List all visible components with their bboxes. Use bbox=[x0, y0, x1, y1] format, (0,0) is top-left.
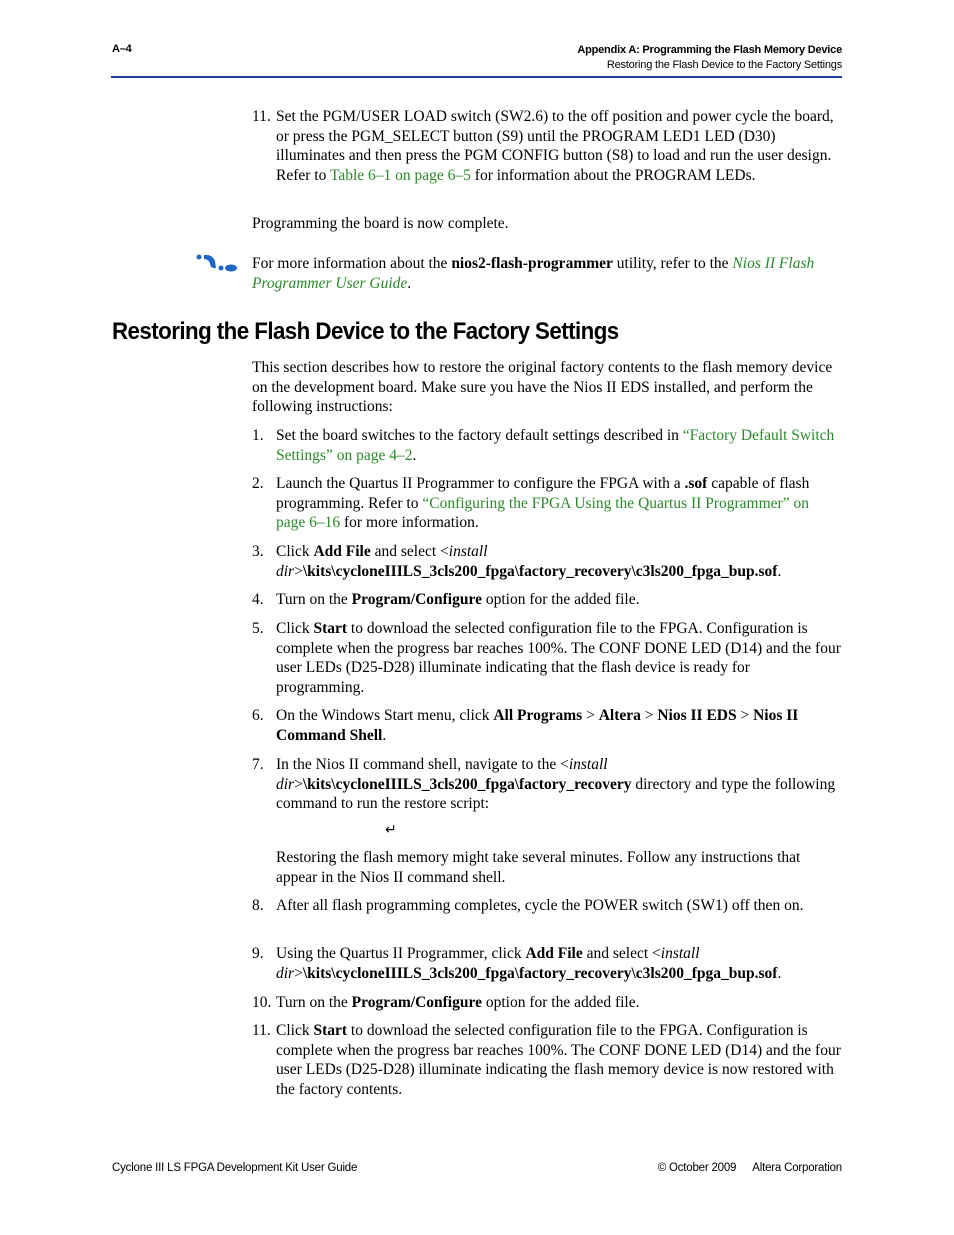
step-number: 11. bbox=[252, 108, 271, 125]
step-text: Set the PGM/USER LOAD switch (SW2.6) to the off position and power cycle the board, or press the PGM_SELECT button (S9) until the PROGRAM LED1 LED (D30) illuminates and then press the PGM CONFIG button (S8) to load and run the user design. Refer to Table 6–1 on page 6–5 for information about the PROGRAM LEDs. bbox=[276, 108, 834, 184]
switch-settings-link[interactable]: “Factory Default Switch Settings” on page 4–2 bbox=[276, 427, 835, 464]
header-rule bbox=[111, 76, 842, 78]
note-icon bbox=[195, 253, 239, 273]
footer-title: Cyclone III LS FPGA Development Kit User Guide bbox=[112, 1162, 358, 1174]
table-link[interactable]: Table 6–1 on page 6–5 bbox=[329, 166, 471, 184]
intro-paragraph: This section describes how to restore the original factory contents to the flash memory device on the development board. Make sure you have the Nios II EDS installed, and perform the following instructions: bbox=[252, 359, 833, 416]
enter-key-icon: ↵ bbox=[385, 822, 397, 838]
note-text: For more information about the nios2-flash-programmer utility, refer to the Nios II Flash Programmer User Guide. bbox=[252, 255, 815, 292]
running-header bbox=[577, 43, 842, 73]
footer-date: © October 2009 bbox=[657, 1162, 737, 1174]
flash-programmer-guide-link[interactable]: Nios II Flash Programmer User Guide bbox=[252, 255, 815, 292]
footer-right bbox=[658, 1162, 842, 1174]
section-heading: Restoring the Flash Device to the Factory Settings bbox=[112, 318, 619, 345]
section-header: Restoring the Flash Device to the Factory Settings bbox=[606, 59, 842, 71]
footer-company: Altera Corporation bbox=[752, 1162, 842, 1174]
page-number: A–4 bbox=[112, 43, 132, 55]
configuring-fpga-link[interactable]: “Configuring the FPGA Using the Quartus II Programmer” on page 6–16 bbox=[276, 494, 809, 532]
restore-note: Restoring the flash memory might take several minutes. Follow any instructions that appear in the Nios II command shell. bbox=[276, 849, 801, 886]
chapter-title: Appendix A: Programming the Flash Memory Device bbox=[577, 44, 842, 56]
complete-text: Programming the board is now complete. bbox=[252, 215, 509, 232]
